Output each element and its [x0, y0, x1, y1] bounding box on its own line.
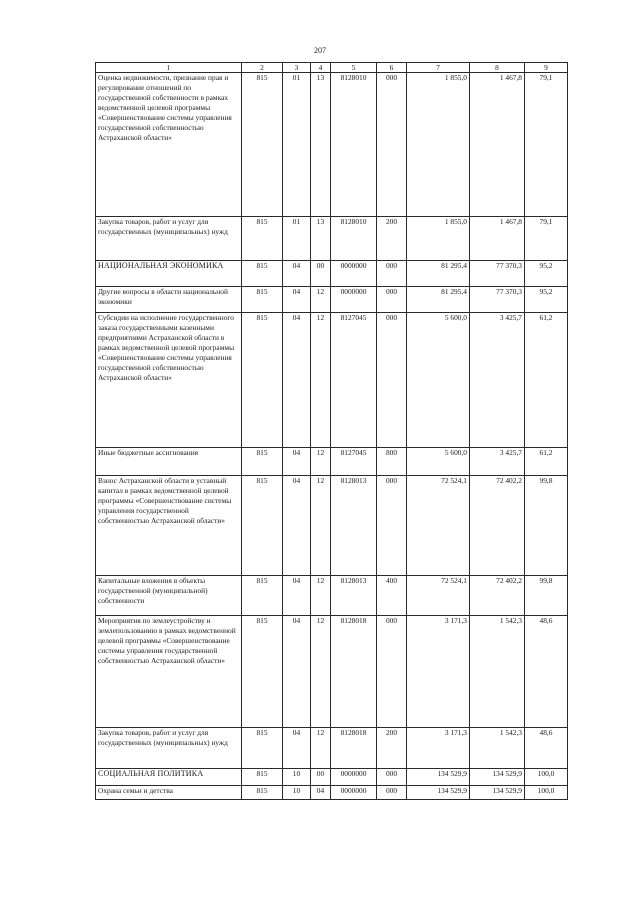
cell-expense-type: 000 [377, 476, 407, 576]
cell-target-item: 0000000 [331, 786, 377, 800]
cell-actual: 72 402,2 [470, 476, 525, 576]
cell-plan: 81 295,4 [407, 261, 470, 287]
cell-actual: 1 542,3 [470, 616, 525, 728]
cell-subsection: 00 [311, 261, 331, 287]
row-name: Охрана семьи и детства [96, 786, 242, 800]
row-name: Закупка товаров, работ и услуг для государственных (муниципальных) нужд [96, 217, 242, 261]
row-name: Взнос Астраханской области в уставный капитал в рамках ведомственной целевой программы «Совершенствование системы управления государственной собственностью Астраханской области» [96, 476, 242, 576]
cell-plan: 134 529,9 [407, 786, 470, 800]
cell-ministry: 815 [242, 576, 283, 616]
cell-subsection: 12 [311, 476, 331, 576]
cell-expense-type: 200 [377, 217, 407, 261]
cell-expense-type: 000 [377, 287, 407, 313]
cell-target-item: 0000000 [331, 287, 377, 313]
cell-actual: 3 425,7 [470, 313, 525, 448]
cell-actual: 77 370,3 [470, 261, 525, 287]
cell-expense-type: 000 [377, 313, 407, 448]
col-header-9: 9 [525, 63, 568, 73]
cell-expense-type: 000 [377, 73, 407, 217]
cell-target-item: 8127045 [331, 313, 377, 448]
cell-ministry: 815 [242, 261, 283, 287]
cell-expense-type: 000 [377, 786, 407, 800]
cell-percent: 99,8 [525, 476, 568, 576]
cell-percent: 61,2 [525, 448, 568, 476]
table-row [96, 448, 568, 476]
table-row [96, 476, 568, 576]
cell-percent: 48,6 [525, 728, 568, 769]
cell-plan: 3 171,3 [407, 616, 470, 728]
cell-expense-type: 200 [377, 728, 407, 769]
cell-target-item: 8128010 [331, 73, 377, 217]
cell-section: 01 [283, 217, 311, 261]
cell-expense-type: 000 [377, 616, 407, 728]
cell-subsection: 12 [311, 313, 331, 448]
cell-percent: 61,2 [525, 313, 568, 448]
table-row [96, 313, 568, 448]
cell-expense-type: 400 [377, 576, 407, 616]
row-name: Оценка недвижимости, признание прав и регулирование отношений по государственной собственности в рамках ведомственной целевой программы «Совершенствование системы управления государственной собственностью Астраханской области» [96, 73, 242, 217]
cell-section: 10 [283, 769, 311, 786]
cell-percent: 79,1 [525, 217, 568, 261]
column-number-row [96, 63, 568, 73]
cell-ministry: 815 [242, 313, 283, 448]
cell-subsection: 13 [311, 73, 331, 217]
cell-target-item: 8127045 [331, 448, 377, 476]
cell-ministry: 815 [242, 769, 283, 786]
cell-target-item: 0000000 [331, 769, 377, 786]
row-name: Иные бюджетные ассигнования [96, 448, 242, 476]
cell-ministry: 815 [242, 786, 283, 800]
col-header-4: 4 [311, 63, 331, 73]
cell-expense-type: 000 [377, 769, 407, 786]
cell-plan: 134 529,9 [407, 769, 470, 786]
cell-expense-type: 000 [377, 261, 407, 287]
cell-plan: 1 855,0 [407, 217, 470, 261]
cell-actual: 1 467,8 [470, 217, 525, 261]
cell-ministry: 815 [242, 448, 283, 476]
cell-section: 04 [283, 576, 311, 616]
cell-target-item: 8128018 [331, 728, 377, 769]
table-row [96, 73, 568, 217]
cell-percent: 99,8 [525, 576, 568, 616]
cell-target-item: 0000000 [331, 261, 377, 287]
cell-ministry: 815 [242, 728, 283, 769]
table-row [96, 769, 568, 786]
cell-subsection: 12 [311, 728, 331, 769]
cell-plan: 3 171,3 [407, 728, 470, 769]
col-header-5: 5 [331, 63, 377, 73]
cell-section: 01 [283, 73, 311, 217]
cell-section: 04 [283, 476, 311, 576]
cell-section: 04 [283, 261, 311, 287]
cell-actual: 134 529,9 [470, 786, 525, 800]
cell-actual: 1 467,8 [470, 73, 525, 217]
cell-actual: 134 529,9 [470, 769, 525, 786]
cell-ministry: 815 [242, 616, 283, 728]
col-header-7: 7 [407, 63, 470, 73]
col-header-2: 2 [242, 63, 283, 73]
col-header-8: 8 [470, 63, 525, 73]
cell-subsection: 12 [311, 287, 331, 313]
cell-ministry: 815 [242, 217, 283, 261]
cell-section: 04 [283, 728, 311, 769]
cell-percent: 95,2 [525, 287, 568, 313]
cell-ministry: 815 [242, 287, 283, 313]
row-name: Закупка товаров, работ и услуг для государственных (муниципальных) нужд [96, 728, 242, 769]
cell-expense-type: 800 [377, 448, 407, 476]
row-name: СОЦИАЛЬНАЯ ПОЛИТИКА [96, 769, 242, 786]
budget-table [95, 62, 568, 800]
cell-section: 04 [283, 616, 311, 728]
table-row [96, 728, 568, 769]
col-header-1: 1 [96, 63, 242, 73]
col-header-6: 6 [377, 63, 407, 73]
cell-percent: 95,2 [525, 261, 568, 287]
cell-subsection: 12 [311, 448, 331, 476]
row-name: Другие вопросы в области национальной экономики [96, 287, 242, 313]
cell-plan: 81 295,4 [407, 287, 470, 313]
col-header-3: 3 [283, 63, 311, 73]
cell-actual: 72 402,2 [470, 576, 525, 616]
cell-target-item: 8128010 [331, 217, 377, 261]
cell-plan: 5 600,0 [407, 448, 470, 476]
cell-percent: 79,1 [525, 73, 568, 217]
cell-actual: 3 425,7 [470, 448, 525, 476]
table-row [96, 786, 568, 800]
cell-plan: 72 524,1 [407, 576, 470, 616]
cell-section: 04 [283, 313, 311, 448]
table-row [96, 287, 568, 313]
table-row [96, 217, 568, 261]
cell-subsection: 12 [311, 576, 331, 616]
cell-subsection: 04 [311, 786, 331, 800]
cell-target-item: 8128013 [331, 576, 377, 616]
cell-ministry: 815 [242, 73, 283, 217]
row-name: Мероприятия по землеустройству и землепользованию в рамках ведомственной целевой программы «Совершенствование системы управления государственной собственностью Астраханской области» [96, 616, 242, 728]
cell-section: 04 [283, 287, 311, 313]
table-row [96, 576, 568, 616]
cell-percent: 100,0 [525, 769, 568, 786]
page-number: 207 [314, 46, 326, 55]
cell-target-item: 8128013 [331, 476, 377, 576]
cell-actual: 1 542,3 [470, 728, 525, 769]
cell-plan: 1 855,0 [407, 73, 470, 217]
cell-plan: 5 600,0 [407, 313, 470, 448]
cell-section: 04 [283, 448, 311, 476]
cell-percent: 48,6 [525, 616, 568, 728]
cell-subsection: 00 [311, 769, 331, 786]
cell-percent: 100,0 [525, 786, 568, 800]
cell-target-item: 8128018 [331, 616, 377, 728]
cell-section: 10 [283, 786, 311, 800]
row-name: НАЦИОНАЛЬНАЯ ЭКОНОМИКА [96, 261, 242, 287]
cell-actual: 77 370,3 [470, 287, 525, 313]
cell-plan: 72 524,1 [407, 476, 470, 576]
cell-subsection: 12 [311, 616, 331, 728]
cell-subsection: 13 [311, 217, 331, 261]
row-name: Субсидии на исполнение государственного заказа государственными казенными предприятиями Астраханской области в рамках ведомственной целевой программы «Совершенствование системы управления государственной собственностью Астраханской области» [96, 313, 242, 448]
table-row [96, 616, 568, 728]
cell-ministry: 815 [242, 476, 283, 576]
row-name: Капитальные вложения в объекты государственной (муниципальной) собственности [96, 576, 242, 616]
table-row [96, 261, 568, 287]
